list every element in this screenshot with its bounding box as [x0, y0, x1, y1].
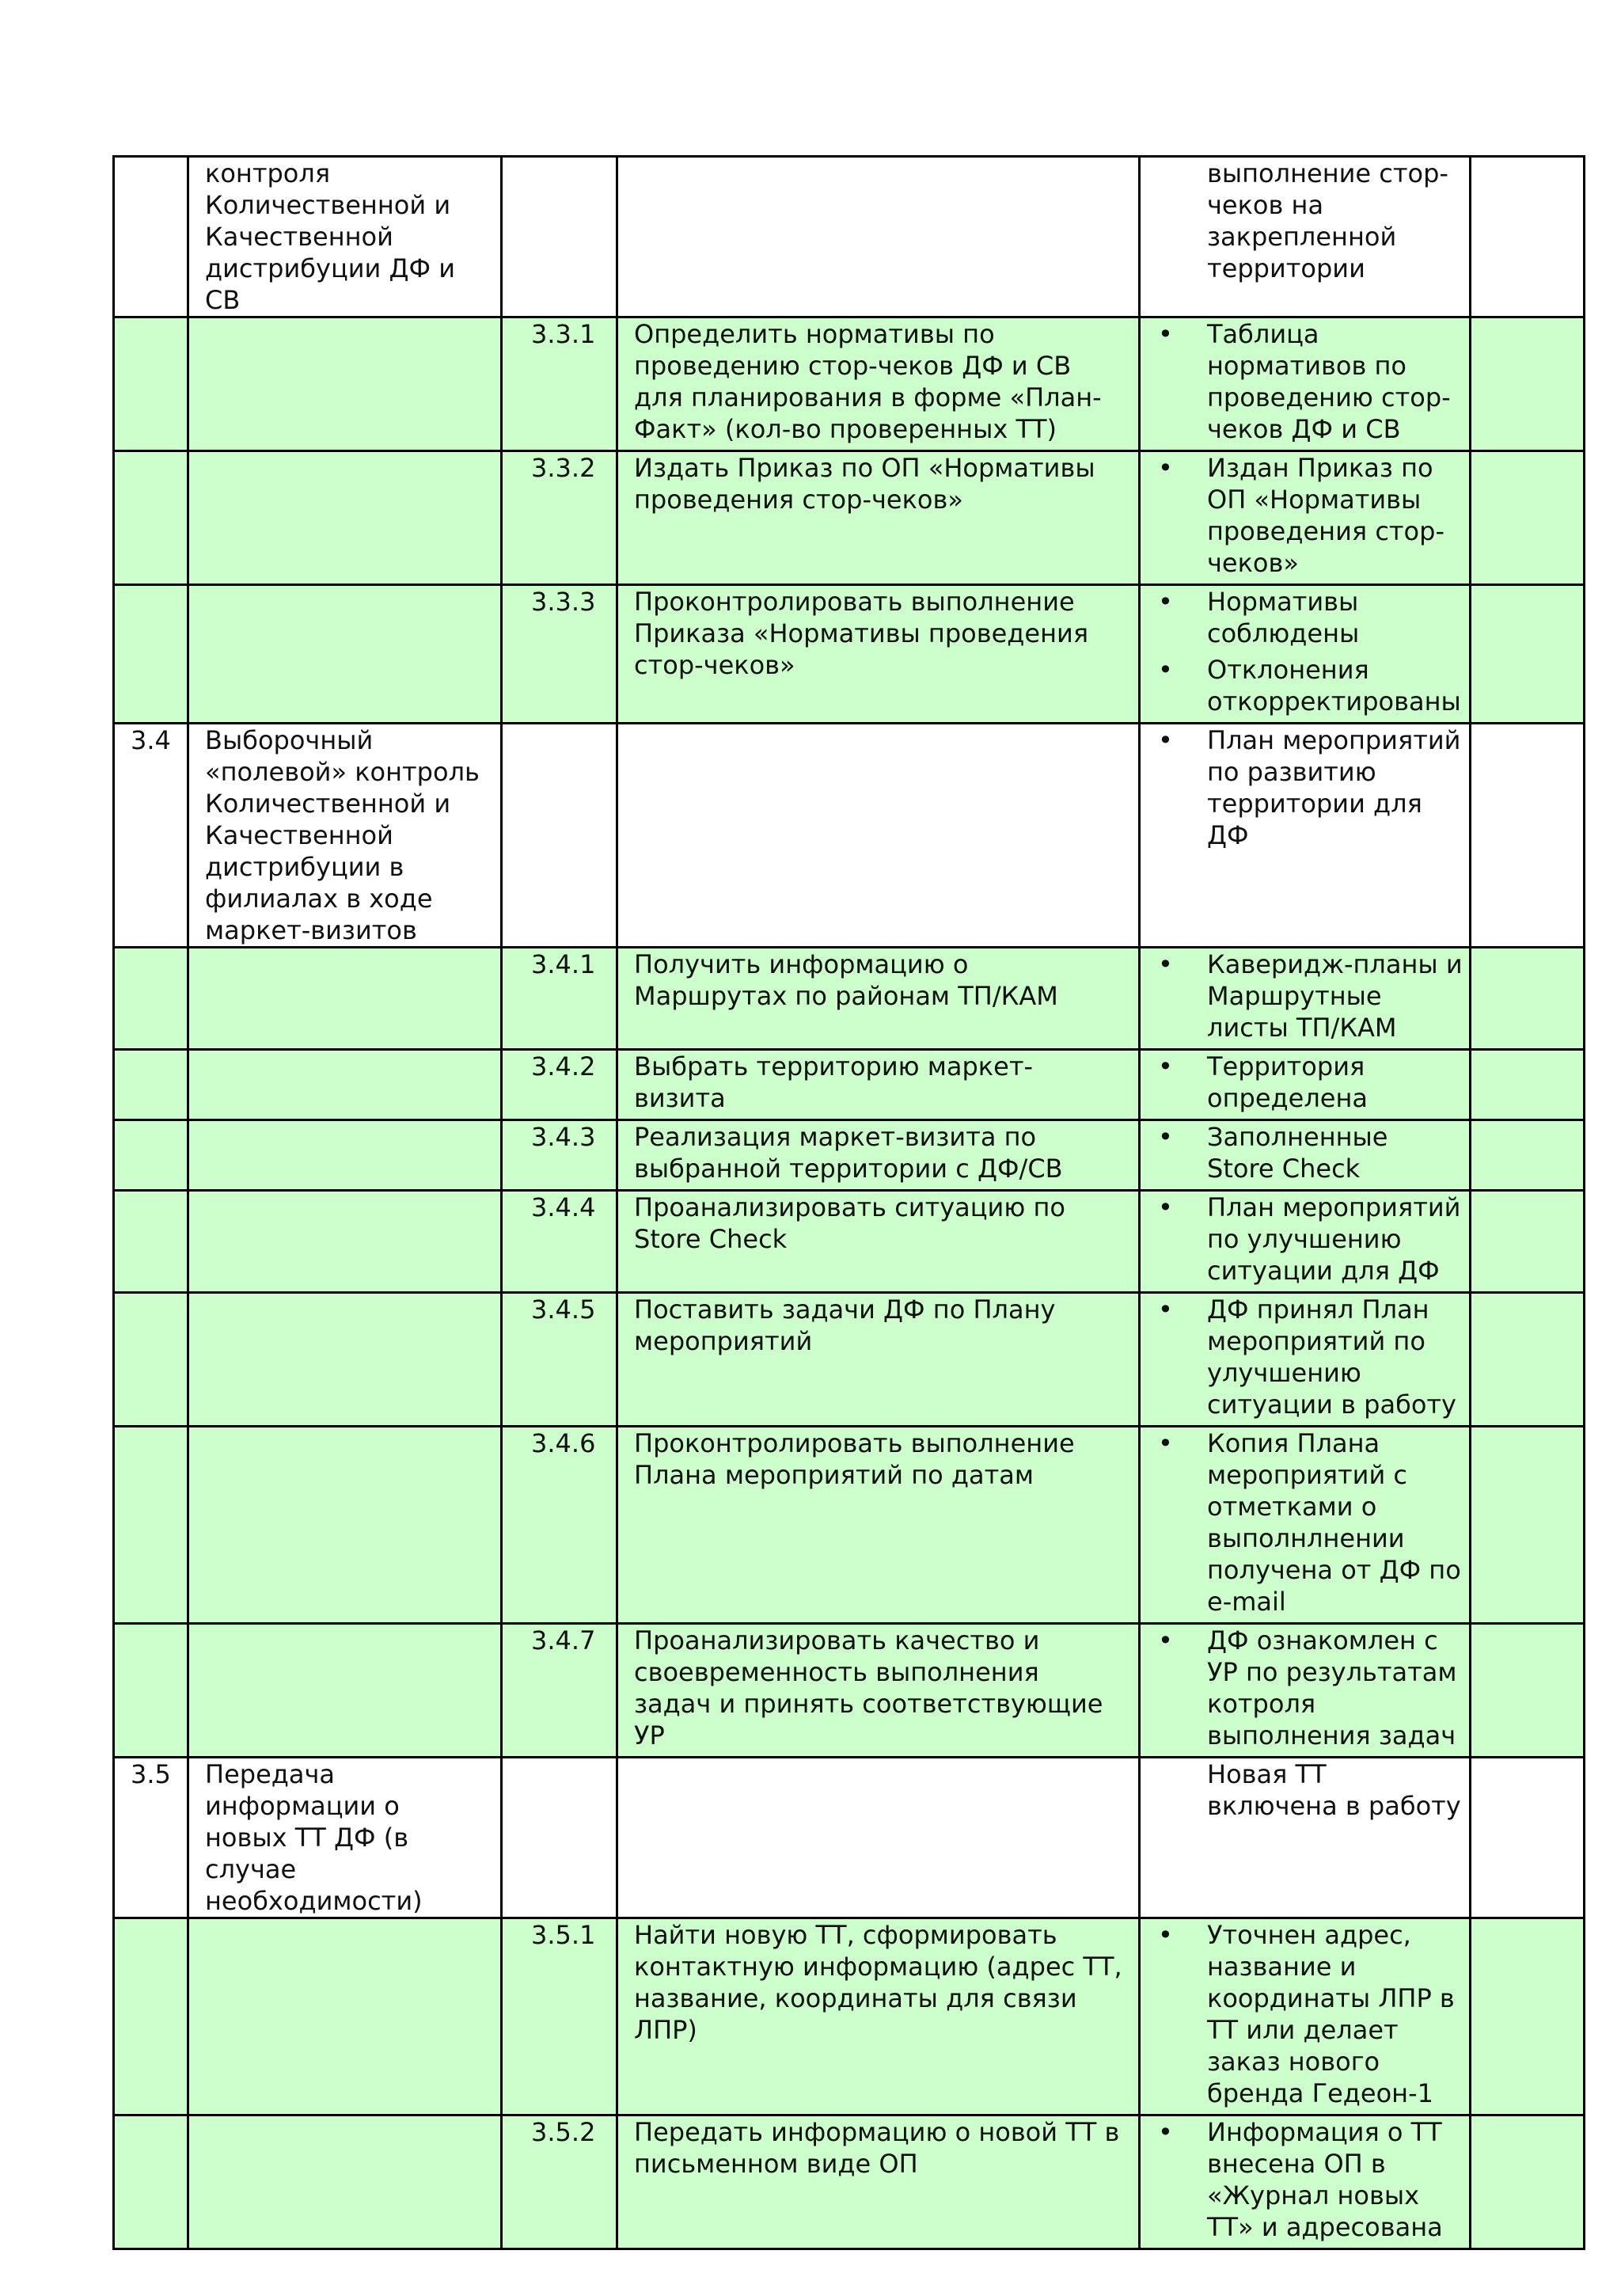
step-title-cell — [188, 317, 502, 451]
result-cell — [1140, 451, 1471, 585]
result-list — [1156, 2116, 1463, 2243]
empty-cell — [1471, 585, 1585, 724]
step-number-cell — [114, 451, 188, 585]
result-list-item: • ДФ ознакомлен с УР по результатам котроля выполнения задач — [1156, 1625, 1463, 1751]
result-list — [1156, 948, 1463, 1043]
result-cell — [1140, 1120, 1471, 1191]
task-cell: Найти новую ТТ, сформировать контактную информацию (адрес ТТ, название, координаты для связи ЛПР) — [617, 1918, 1140, 2115]
table-row — [114, 1918, 1585, 2115]
empty-cell — [1471, 1918, 1585, 2115]
empty-cell — [1471, 1050, 1585, 1120]
result-cell — [1140, 1918, 1471, 2115]
step-title-cell — [188, 948, 502, 1050]
result-list-item: • Таблица нормативов по проведению стор-чеков ДФ и СВ — [1156, 318, 1463, 445]
step-title-cell — [188, 1427, 502, 1624]
table-row — [114, 157, 1585, 317]
empty-cell — [1471, 948, 1585, 1050]
table-row — [114, 1050, 1585, 1120]
substep-number-cell — [502, 1758, 617, 1918]
step-title-cell — [188, 1293, 502, 1427]
substep-number-cell: 3.4.3 — [502, 1120, 617, 1191]
result-list — [1156, 1294, 1463, 1420]
substep-number-cell: 3.4.2 — [502, 1050, 617, 1120]
result-cell — [1140, 1427, 1471, 1624]
substep-number-cell: 3.4.7 — [502, 1624, 617, 1758]
step-title-cell — [188, 2115, 502, 2249]
table-row — [114, 1120, 1585, 1191]
empty-cell — [1471, 2115, 1585, 2249]
step-number-cell — [114, 1624, 188, 1758]
empty-cell — [1471, 1624, 1585, 1758]
task-cell: Проконтролировать выполнение Плана мероприятий по датам — [617, 1427, 1140, 1624]
table-row — [114, 1758, 1585, 1918]
task-cell: Издать Приказ по ОП «Нормативы проведения стор-чеков» — [617, 451, 1140, 585]
result-cell — [1140, 724, 1471, 948]
substep-number-cell: 3.3.1 — [502, 317, 617, 451]
substep-number-cell: 3.4.6 — [502, 1427, 617, 1624]
table-row — [114, 317, 1585, 451]
step-number-cell: 3.5 — [114, 1758, 188, 1918]
result-list-item: • Информация о ТТ внесена ОП в «Журнал новых ТТ» и адресована — [1156, 2116, 1463, 2243]
empty-cell — [1471, 157, 1585, 317]
result-list-item: • План мероприятий по улучшению ситуации для ДФ — [1156, 1192, 1463, 1287]
result-cell — [1140, 1191, 1471, 1293]
result-list-item: • Копия Плана мероприятий с отметками о выполнлнении получена от ДФ по e-mail — [1156, 1427, 1463, 1617]
table-row — [114, 1624, 1585, 1758]
step-title-cell — [188, 1191, 502, 1293]
step-number-cell — [114, 1293, 188, 1427]
result-cell — [1140, 1293, 1471, 1427]
substep-number-cell: 3.3.3 — [502, 585, 617, 724]
empty-cell — [1471, 451, 1585, 585]
empty-cell — [1471, 1120, 1585, 1191]
step-number-cell — [114, 157, 188, 317]
step-number-cell — [114, 585, 188, 724]
task-cell — [617, 1758, 1140, 1918]
step-number-cell: 3.4 — [114, 724, 188, 948]
step-number-cell — [114, 2115, 188, 2249]
empty-cell — [1471, 724, 1585, 948]
table-row — [114, 1191, 1585, 1293]
result-list-item: • Издан Приказ по ОП «Нормативы проведения стор-чеков» — [1156, 452, 1463, 579]
table-row — [114, 948, 1585, 1050]
step-number-cell — [114, 1050, 188, 1120]
empty-cell — [1471, 1427, 1585, 1624]
table-row — [114, 585, 1585, 724]
result-list — [1156, 1919, 1463, 2109]
substep-number-cell: 3.3.2 — [502, 451, 617, 585]
task-cell: Поставить задачи ДФ по Плану мероприятий — [617, 1293, 1140, 1427]
result-cell — [1140, 1050, 1471, 1120]
substep-number-cell — [502, 157, 617, 317]
result-cell — [1140, 317, 1471, 451]
step-number-cell — [114, 1918, 188, 2115]
substep-number-cell: 3.4.5 — [502, 1293, 617, 1427]
empty-cell — [1471, 317, 1585, 451]
process-table — [112, 155, 1585, 2250]
task-cell: Получить информацию о Маршрутах по районам ТП/КАМ — [617, 948, 1140, 1050]
task-cell: Проанализировать ситуацию по Store Check — [617, 1191, 1140, 1293]
task-cell — [617, 724, 1140, 948]
task-cell: Реализация маркет-визита по выбранной территории с ДФ/СВ — [617, 1120, 1140, 1191]
result-cell — [1140, 2115, 1471, 2249]
substep-number-cell: 3.5.1 — [502, 1918, 617, 2115]
result-list-item: • Уточнен адрес, название и координаты ЛПР в ТТ или делает заказ нового бренда Гедеон-1 — [1156, 1919, 1463, 2109]
result-list — [1156, 1121, 1463, 1184]
result-cell — [1140, 1758, 1471, 1918]
table-row — [114, 451, 1585, 585]
task-cell — [617, 157, 1140, 317]
result-list-item: • План мероприятий по развитию территории для ДФ — [1156, 724, 1463, 851]
result-list-item: • Нормативы соблюдены — [1156, 586, 1463, 649]
result-list — [1156, 724, 1463, 851]
step-title-cell — [188, 1624, 502, 1758]
result-text: Новая ТТ включена в работу — [1207, 1759, 1461, 1821]
result-cell — [1140, 948, 1471, 1050]
step-title-cell: Передача информации о новых ТТ ДФ (в случае необходимости) — [188, 1758, 502, 1918]
substep-number-cell — [502, 724, 617, 948]
table-row — [114, 1293, 1585, 1427]
step-number-cell — [114, 1191, 188, 1293]
step-title-cell: Выборочный «полевой» контроль Количественной и Качественной дистрибуции в филиалах в ходе маркет-визитов — [188, 724, 502, 948]
result-text: выполнение стор-чеков на закрепленной территории — [1207, 158, 1448, 283]
result-cell — [1140, 1624, 1471, 1758]
result-list — [1156, 1427, 1463, 1617]
step-title-cell — [188, 451, 502, 585]
step-number-cell — [114, 317, 188, 451]
result-list-item: • Территория определена — [1156, 1051, 1463, 1114]
step-title-cell — [188, 585, 502, 724]
result-list-item: • Отклонения откорректированы — [1156, 654, 1463, 717]
task-cell: Передать информацию о новой ТТ в письменном виде ОП — [617, 2115, 1140, 2249]
step-title-cell — [188, 1918, 502, 2115]
result-list-item: • Каверидж-планы и Маршрутные листы ТП/КАМ — [1156, 948, 1463, 1043]
task-cell: Выбрать территорию маркет-визита — [617, 1050, 1140, 1120]
substep-number-cell: 3.4.4 — [502, 1191, 617, 1293]
result-list — [1156, 318, 1463, 445]
result-list — [1156, 1625, 1463, 1751]
table-row — [114, 2115, 1585, 2249]
task-cell: Проконтролировать выполнение Приказа «Нормативы проведения стор-чеков» — [617, 585, 1140, 724]
result-cell — [1140, 585, 1471, 724]
substep-number-cell: 3.5.2 — [502, 2115, 617, 2249]
table-row — [114, 724, 1585, 948]
empty-cell — [1471, 1293, 1585, 1427]
task-cell: Определить нормативы по проведению стор-чеков ДФ и СВ для планирования в форме «План-Факт» (кол-во проверенных ТТ) — [617, 317, 1140, 451]
result-list — [1156, 586, 1463, 717]
substep-number-cell: 3.4.1 — [502, 948, 617, 1050]
step-title-cell — [188, 1120, 502, 1191]
result-list — [1156, 1192, 1463, 1287]
step-title-cell — [188, 1050, 502, 1120]
step-number-cell — [114, 1427, 188, 1624]
step-number-cell — [114, 948, 188, 1050]
result-list-item: • Заполненные Store Check — [1156, 1121, 1463, 1184]
empty-cell — [1471, 1758, 1585, 1918]
result-list — [1156, 452, 1463, 579]
result-cell — [1140, 157, 1471, 317]
table-row — [114, 1427, 1585, 1624]
result-list — [1156, 1051, 1463, 1114]
task-cell: Проанализировать качество и своевременность выполнения задач и принять соответствующие УР — [617, 1624, 1140, 1758]
empty-cell — [1471, 1191, 1585, 1293]
step-number-cell — [114, 1120, 188, 1191]
step-title-cell: контроля Количественной и Качественной дистрибуции ДФ и СВ — [188, 157, 502, 317]
result-list-item: • ДФ принял План мероприятий по улучшению ситуации в работу — [1156, 1294, 1463, 1420]
